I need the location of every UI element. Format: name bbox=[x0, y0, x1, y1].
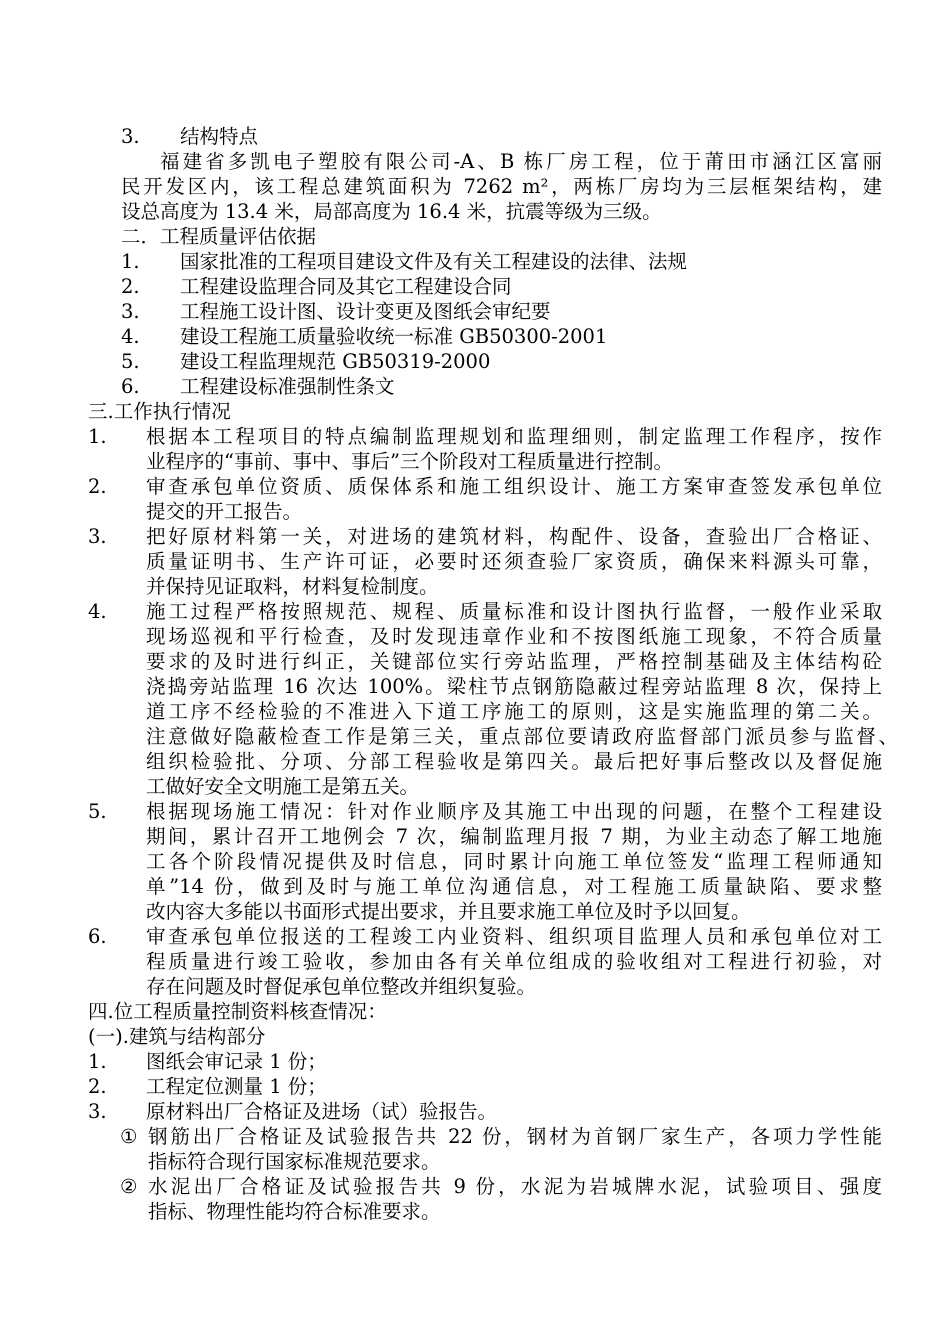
s3-item-line: 根据现场施工情况：针对作业顺序及其施工中出现的问题，在整个工程建设 bbox=[146, 800, 882, 823]
s3-item-line: 注意做好隐蔽检查工作是第三关，重点部位要请政府监督部门派员参与监督、 bbox=[146, 725, 898, 748]
s3-item-line: 提交的开工报告。 bbox=[146, 500, 303, 523]
s3-item-line: 审查承包单位报送的工程竣工内业资料、组织项目监理人员和承包单位对工 bbox=[146, 925, 882, 948]
s4-subitem-line: 指标、物理性能均符合标准要求。 bbox=[148, 1200, 441, 1223]
s2-item-number: 5. bbox=[121, 350, 140, 373]
s3-item-line: 要求的及时进行纠正，关键部位实行旁站监理，严格控制基础及主体结构砼 bbox=[146, 650, 882, 673]
s2-item-text: 工程建设标准强制性条文 bbox=[180, 375, 395, 398]
s4-subitem-mark: ② bbox=[120, 1175, 138, 1198]
s3-item-number: 2. bbox=[88, 475, 107, 498]
s2-item-number: 1. bbox=[121, 250, 140, 273]
s2-item-text: 国家批准的工程项目建设文件及有关工程建设的法律、法规 bbox=[180, 250, 688, 273]
s1-para-line: 设总高度为 13.4 米，局部高度为 16.4 米，抗震等级为三级。 bbox=[121, 200, 662, 223]
s1-para-line: 民开发区内，该工程总建筑面积为 7262 m²，两栋厂房均为三层框架结构，建 bbox=[121, 175, 882, 198]
s3-item-line: 组织检验批、分项、分部工程验收是第四关。最后把好事后整改以及督促施 bbox=[146, 750, 882, 773]
s3-item-line: 施工过程严格按照规范、规程、质量标准和设计图执行监督，一般作业采取 bbox=[146, 600, 882, 623]
s2-item-text: 建设工程施工质量验收统一标准 GB50300-2001 bbox=[180, 325, 608, 348]
s3-item-number: 5. bbox=[88, 800, 107, 823]
s2-item-text: 建设工程监理规范 GB50319-2000 bbox=[180, 350, 491, 373]
s2-item-number: 6. bbox=[121, 375, 140, 398]
s3-heading: 三.工作执行情况 bbox=[88, 400, 231, 423]
s4-item-text: 工程定位测量 1 份； bbox=[146, 1075, 327, 1098]
s4-item-text: 图纸会审记录 1 份； bbox=[146, 1050, 327, 1073]
s3-item-number: 6. bbox=[88, 925, 107, 948]
s3-item-line: 现场巡视和平行检查，及时发现违章作业和不按图纸施工现象，不符合质量 bbox=[146, 625, 882, 648]
s2-item-text: 工程建设监理合同及其它工程建设合同 bbox=[180, 275, 512, 298]
s3-item-line: 并保持见证取料，材料复检制度。 bbox=[146, 575, 439, 598]
s3-item-line: 工做好安全文明施工是第五关。 bbox=[146, 775, 420, 798]
s3-item-number: 1. bbox=[88, 425, 107, 448]
s3-item-line: 期间，累计召开工地例会 7 次，编制监理月报 7 期，为业主动态了解工地施 bbox=[146, 825, 882, 848]
s3-item-number: 3. bbox=[88, 525, 107, 548]
s4-item-number: 3. bbox=[88, 1100, 107, 1123]
s3-item-number: 4. bbox=[88, 600, 107, 623]
s3-item-line: 改内容大多能以书面形式提出要求，并且要求施工单位及时予以回复。 bbox=[146, 900, 751, 923]
s3-item-line: 道工序不经检验的不准进入下道工序施工的原则，这是实施监理的第二关。 bbox=[146, 700, 882, 723]
s3-item-line: 存在问题及时督促承包单位整改并组织复验。 bbox=[146, 975, 537, 998]
s2-item-text: 工程施工设计图、设计变更及图纸会审纪要 bbox=[180, 300, 551, 323]
s3-item-line: 单”14 份，做到及时与施工单位沟通信息，对工程施工质量缺陷、要求整 bbox=[146, 875, 882, 898]
s4-subitem-line: 水泥出厂合格证及试验报告共 9 份，水泥为岩城牌水泥，试验项目、强度 bbox=[148, 1175, 882, 1198]
s4-subitem-line: 钢筋出厂合格证及试验报告共 22 份，钢材为首钢厂家生产，各项力学性能 bbox=[148, 1125, 882, 1148]
s1-para-line: 福建省多凯电子塑胶有限公司-A、B 栋厂房工程，位于莆田市涵江区富丽 bbox=[160, 150, 882, 173]
s1-title: 结构特点 bbox=[180, 125, 259, 148]
s4-item-number: 1. bbox=[88, 1050, 107, 1073]
s3-item-line: 审查承包单位资质、质保体系和施工组织设计、施工方案审查签发承包单位 bbox=[146, 475, 882, 498]
s3-item-line: 工各个阶段情况提供及时信息，同时累计向施工单位签发“监理工程师通知 bbox=[146, 850, 882, 873]
s4-item-text: 原材料出厂合格证及进场（试）验报告。 bbox=[146, 1100, 498, 1123]
s2-item-number: 3. bbox=[121, 300, 140, 323]
s3-item-line: 质量证明书、生产许可证，必要时还须查验厂家资质，确保来料源头可靠， bbox=[146, 550, 882, 573]
s3-item-line: 业程序的“事前、事中、事后”三个阶段对工程质量进行控制。 bbox=[146, 450, 673, 473]
s3-item-line: 把好原材料第一关，对进场的建筑材料，构配件、设备，查验出厂合格证、 bbox=[146, 525, 882, 548]
s4-subheading: (一).建筑与结构部分 bbox=[88, 1025, 266, 1048]
s4-heading: 四.位工程质量控制资料核查情况： bbox=[88, 1000, 387, 1023]
s4-subitem-mark: ① bbox=[120, 1125, 138, 1148]
s3-item-line: 浇捣旁站监理 16 次达 100%。梁柱节点钢筋隐蔽过程旁站监理 8 次，保持上 bbox=[146, 675, 882, 698]
s4-item-number: 2. bbox=[88, 1075, 107, 1098]
s2-item-number: 4. bbox=[121, 325, 140, 348]
s1-number: 3. bbox=[121, 125, 140, 148]
s2-item-number: 2. bbox=[121, 275, 140, 298]
s4-subitem-line: 指标符合现行国家标准规范要求。 bbox=[148, 1150, 441, 1173]
s3-item-line: 程质量进行竣工验收，参加由各有关单位组成的验收组对工程进行初验，对 bbox=[146, 950, 882, 973]
s2-heading: 二．工程质量评估依据 bbox=[121, 225, 317, 248]
s3-item-line: 根据本工程项目的特点编制监理规划和监理细则，制定监理工作程序，按作 bbox=[146, 425, 882, 448]
